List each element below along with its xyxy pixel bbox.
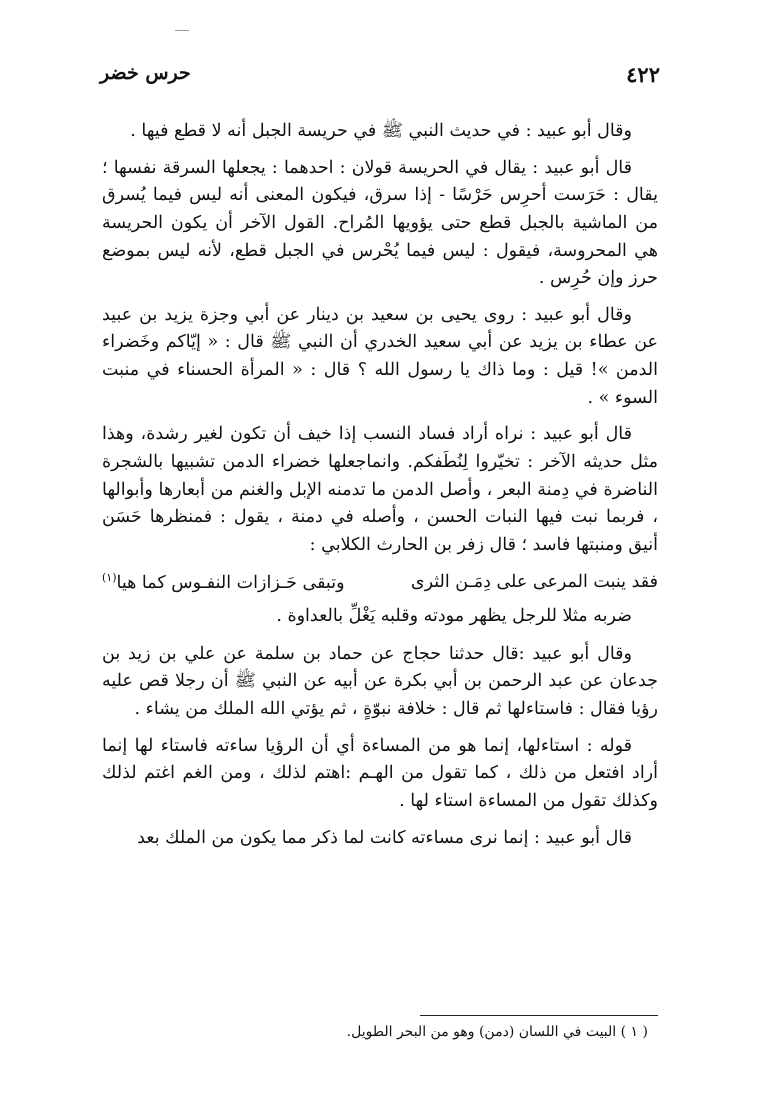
paragraph: قوله : استاءلها، إنما هو من المساءة أي أن الرؤيا ساءته فاستاء لها إنما أراد افتعل من ذلك ، كما تقول من الهـم :اهتم لذلك ، ومن الغم اغتم لذلك وكذلك تقول من المساءة استاء لها . [102,735,658,811]
verse-first-hemistich: فقد ينبت المرعى على دِمَـن الثرى [410,571,658,592]
footnote-marker: (١) [102,570,117,584]
verse-explanation: ضربه مثلا للرجل يظهر مودته وقلبه يَغْلِّ بالعداوة . [276,606,632,627]
footnote: ( ١ ) البيت في اللسان (دمن) وهو من البحر الطويل. [346,1024,648,1040]
paragraph: وقال أبو عبيد :قال حدثنا حجاج عن حماد بن سلمة عن علي بن زيد بن جدعان عن عبد الرحمن بن أبي بكرة عن أبيه عن النبي ﷺ أن رجلا قص عليه رؤيا فقال : فاستاءلها ثم قال : خلافة نبوّةٍ ، ثم يؤتي الله الملك من يشاء . [102,643,658,719]
poetry-verse [102,569,658,597]
main-text [102,118,658,861]
paragraph: قال أبو عبيد : يقال في الحريسة قولان : احدهما : يجعلها السرقة نفسها ؛ يقال : حَرَست أحرِس حَرْسًا - إذا سرق، فيكون المعنى أنه ليس فيما يُسرق من الماشية بالجبل قطع حتى يؤويها المُراح. القول الآخر أن يكون الحريسة هي المحروسة، فيقول : ليس فيما يُحْرس في الجبل قطع، لأنه ليس بموضع حرز وإن حُرِس . [102,157,658,289]
paragraph: وقال أبو عبيد : في حديث النبي ﷺ في حريسة الجبل أنه لا قطع فيها . [130,121,632,141]
paragraph: قال أبو عبيد : نراه أراد فساد النسب إذا خيف أن تكون لغير رشدة، وهذا مثل حديثه الآخر : تخيّروا لِنُطَفكم. وانماجعلها خضراء الدمن تشبيها بالشجرة الناضرة في دِمنة البعر ، وأصل الدمن ما تدمنه الإبل والغنم من أبعارها وأبوالها ، فربما نبت فيها النبات الحسن ، وأصله في دمنة ، يقول : فمنظرها حَسَن أنيق ومنبتها فاسد ؛ قال زفر بن الحارث الكلابي : [102,424,658,555]
page-header [100,62,660,96]
paragraph: وقال أبو عبيد : روى يحيى بن سعيد بن دينار عن أبي وجزة يزيد بن عبيد عن عطاء بن يزيد عن أبي سعيد الخدري أن النبي ﷺ قال : « إيّاكم وخَضراء الدمن »! قيل : وما ذاك يا رسول الله ؟ قال : « المرأة الحسناء في منبت السوء » . [102,304,658,408]
verse-second-hemistich: وتبقى حَـزازات النفـوس كما هيا$^{(١)}$ [102,570,345,593]
page-number: ٤٢٢ [626,62,660,87]
running-title: حرس خضر [100,62,191,84]
footnote-divider [420,1015,658,1016]
decorative-dash [175,30,189,31]
paragraph: قال أبو عبيد : إنما نرى مساءته كانت لما ذكر مما يكون من الملك بعد [137,827,632,848]
